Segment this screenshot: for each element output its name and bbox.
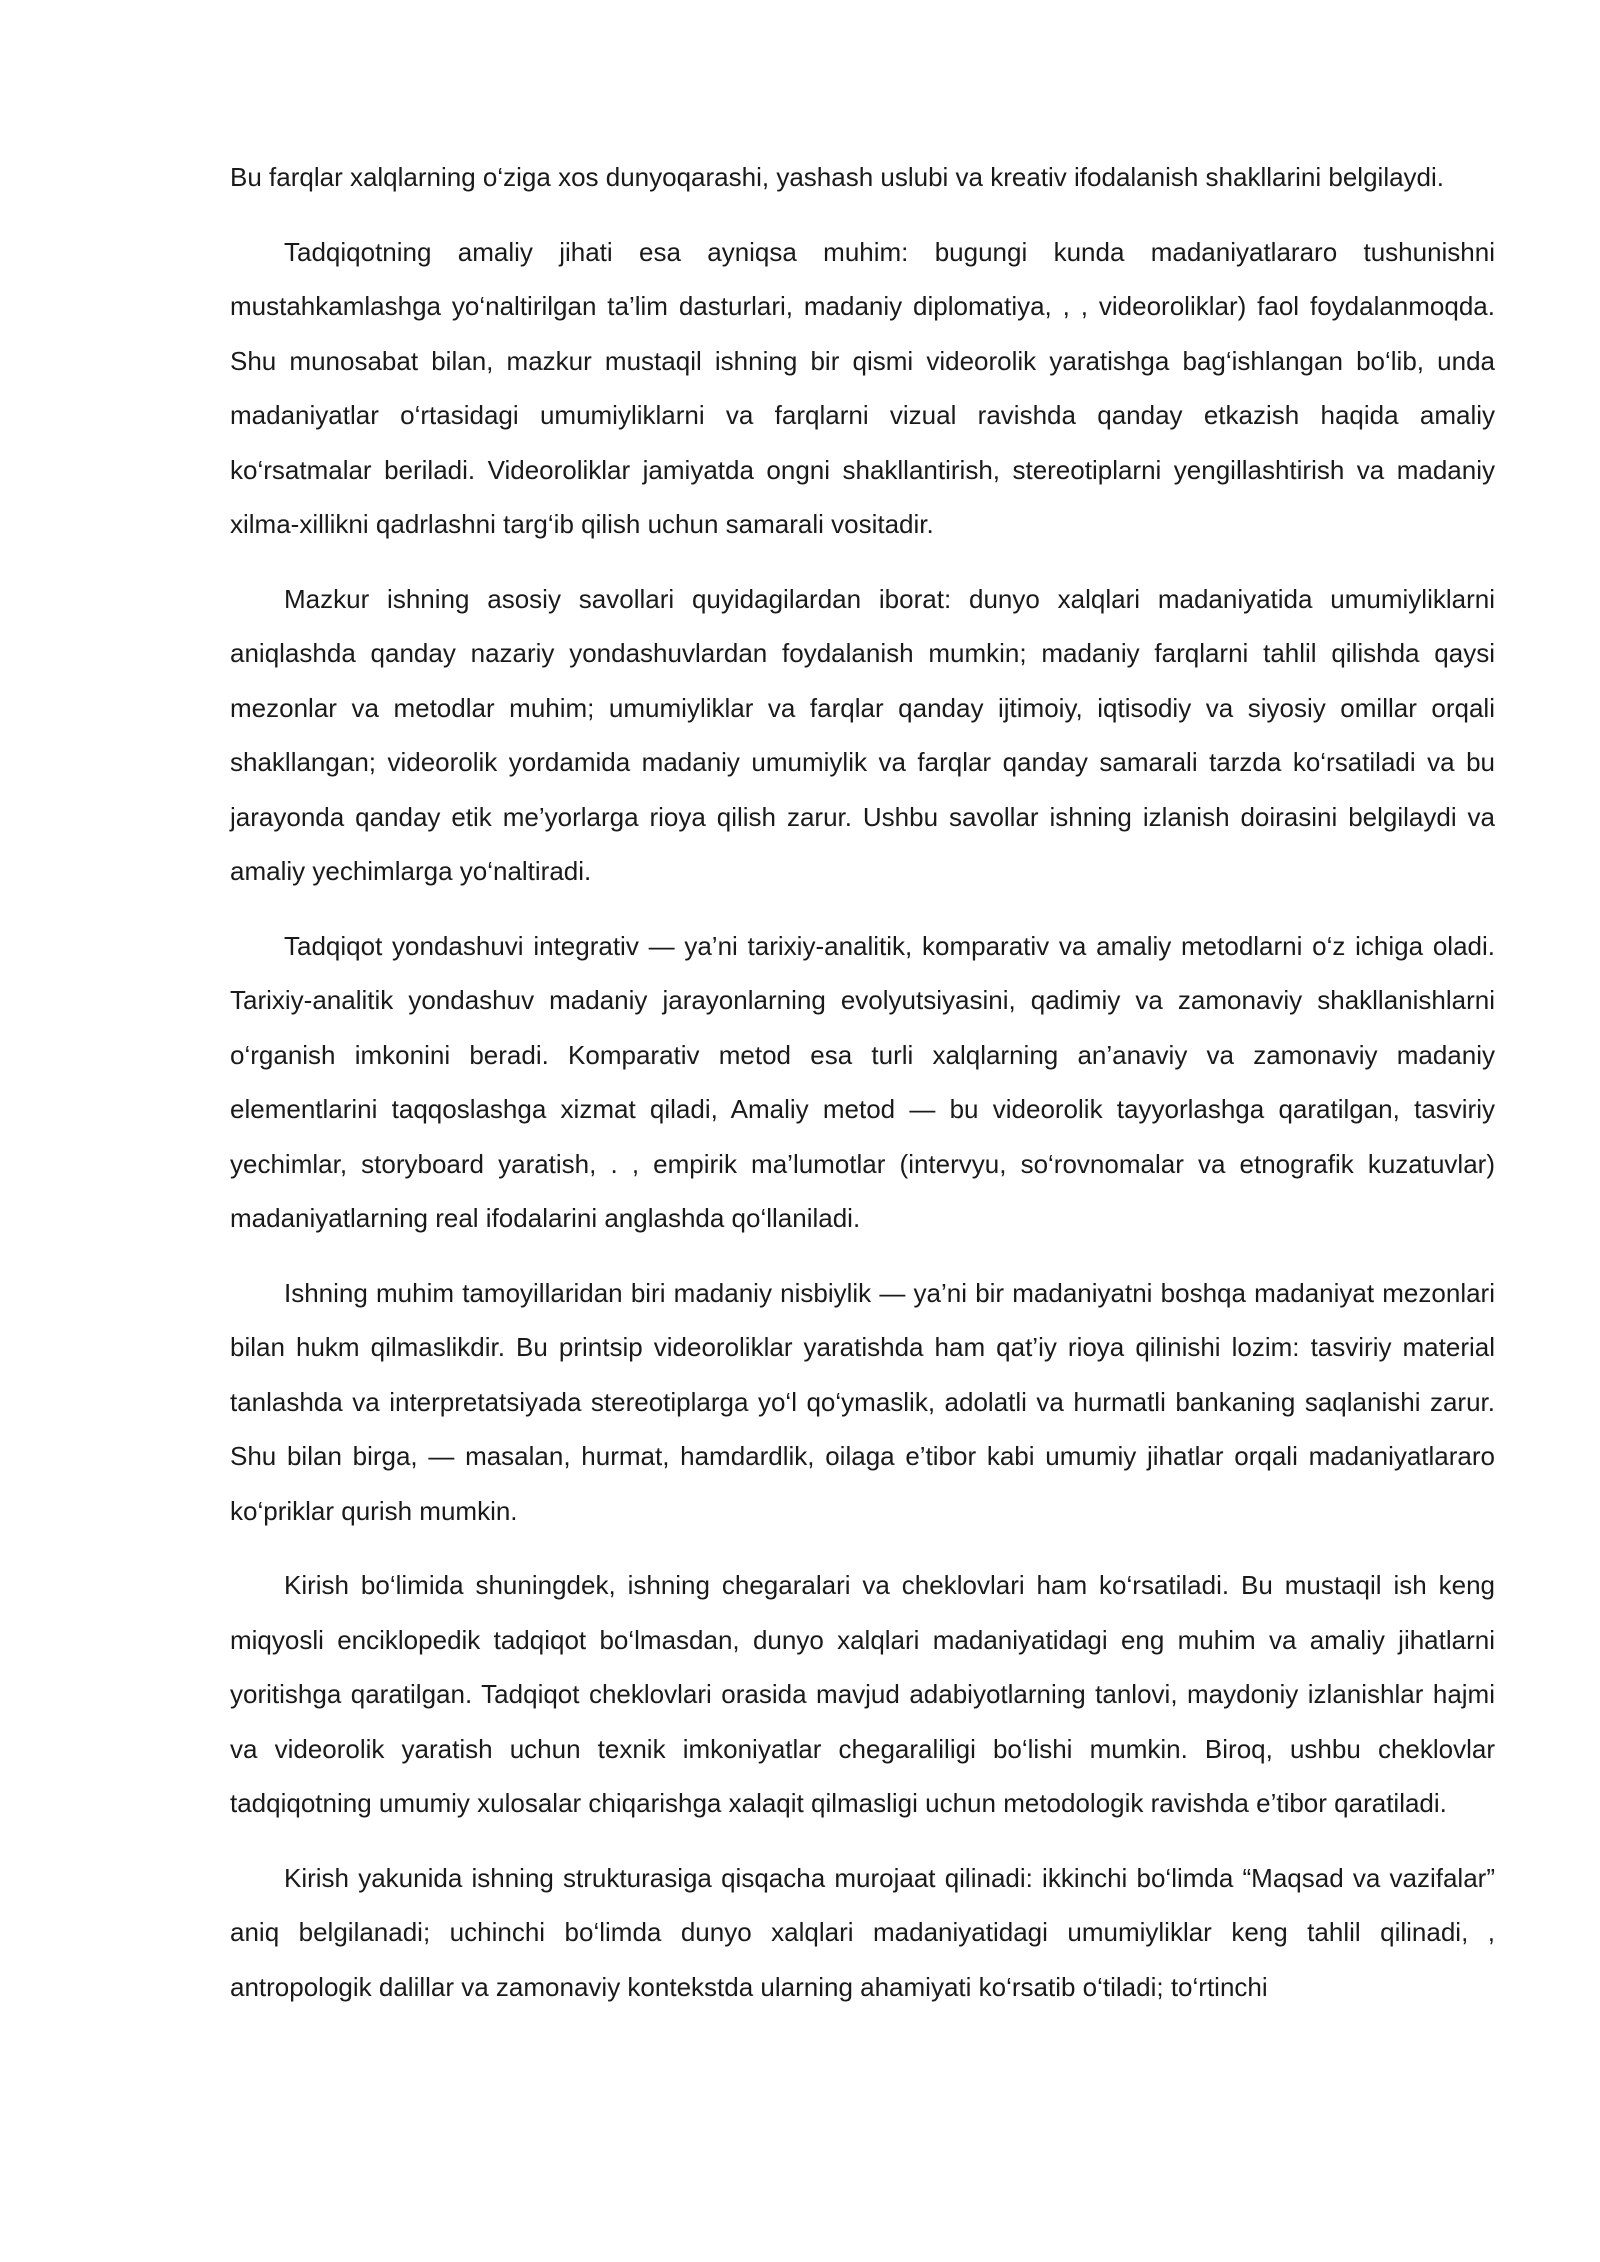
paragraph-7: Kirish yakunida ishning strukturasiga qisqacha murojaat qilinadi: ikkinchi bo‘limda “Maqsad va vazifalar” aniq belgilanadi; uchinchi bo‘limda dunyo xalqlari madaniyatidagi umumiyliklar keng tahlil qilinadi, , antropologik dalillar va zamonaviy kontekstda ularning ahamiyati ko‘rsatib o‘tiladi; to‘rtinchi (230, 1862, 1495, 2002)
paragraph-4: Tadqiqot yondashuvi integrativ — ya’ni tarixiy-analitik, komparativ va amaliy metodlarni o‘z ichiga oladi. Tarixiy-analitik yondashuv madaniy jarayonlarning evolyutsiyasini, qadimiy va zamonaviy shakllanishlarni o‘rganish imkonini beradi. Komparativ metod esa turli xalqlarning an’anaviy va zamonaviy madaniy elementlarini taqqoslashga xizmat qiladi, Amaliy metod — bu videorolik tayyorlashga qaratilgan, tasviriy yechimlar, storyboard yaratish, . , empirik ma’lumotlar (intervyu, so‘rovnomalar va etnografik kuzatuvlar) madaniyatlarning real ifodalarini anglashda qo‘llaniladi. (230, 930, 1495, 1233)
paragraph-3: Mazkur ishning asosiy savollari quyidagilardan iborat: dunyo xalqlari madaniyatida umumiyliklarni aniqlashda qanday nazariy yondashuvlardan foydalanish mumkin; madaniy farqlarni tahlil qilishda qaysi mezonlar va metodlar muhim; umumiyliklar va farqlar qanday ijtimoiy, iqtisodiy va siyosiy omillar orqali shakllangan; videorolik yordamida madaniy umumiylik va farqlar qanday samarali tarzda ko‘rsatiladi va bu jarayonda qanday etik me’yorlarga rioya qilish zarur. Ushbu savollar ishning izlanish doirasini belgilaydi va amaliy yechimlarga yo‘naltiradi. (230, 583, 1495, 886)
paragraph-1: Bu farqlar xalqlarning o‘ziga xos dunyoqarashi, yashash uslubi va kreativ ifodalanish shakllarini belgilaydi. (230, 162, 1445, 192)
paragraph-6: Kirish bo‘limida shuningdek, ishning chegaralari va cheklovlari ham ko‘rsatiladi. Bu mustaqil ish keng miqyosli enciklopedik tadqiqot bo‘lmasdan, dunyo xalqlari madaniyatidagi eng muhim va amaliy jihatlarni yoritishga qaratilgan. Tadqiqot cheklovlari orasida mavjud adabiyotlarning tanlovi, maydoniy izlanishlar hajmi va videorolik yaratish uchun texnik imkoniyatlar chegaraliligi bo‘lishi mumkin. Biroq, ushbu cheklovlar tadqiqotning umumiy xulosalar chiqarishga xalaqit qilmasligi uchun metodologik ravishda e’tibor qaratiladi. (230, 1570, 1495, 1818)
document-body (230, 150, 1495, 2034)
paragraph-2: Tadqiqotning amaliy jihati esa ayniqsa muhim: bugungi kunda madaniyatlararo tushunishni mustahkamlashga yo‘naltirilgan ta’lim dasturlari, madaniy diplomatiya, , , videoroliklar) faol foydalanmoqda. Shu munosabat bilan, mazkur mustaqil ishning bir qismi videorolik yaratishga bag‘ishlangan bo‘lib, unda madaniyatlar o‘rtasidagi umumiyliklarni va farqlarni vizual ravishda qanday etkazish haqida amaliy ko‘rsatmalar beriladi. Videoroliklar jamiyatda ongni shakllantirish, stereotiplarni yengillashtirish va madaniy xilma-xillikni qadrlashni targ‘ib qilish uchun samarali vositadir. (230, 236, 1495, 539)
paragraph-5: Ishning muhim tamoyillaridan biri madaniy nisbiylik — ya’ni bir madaniyatni boshqa madaniyat mezonlari bilan hukm qilmaslikdir. Bu printsip videoroliklar yaratishda ham qat’iy rioya qilinishi lozim: tasviriy material tanlashda va interpretatsiyada stereotiplarga yo‘l qo‘ymaslik, adolatli va hurmatli bankaning saqlanishi zarur. Shu bilan birga, — masalan, hurmat, hamdardlik, oilaga e’tibor kabi umumiy jihatlar orqali madaniyatlararo ko‘priklar qurish mumkin. (230, 1277, 1495, 1526)
